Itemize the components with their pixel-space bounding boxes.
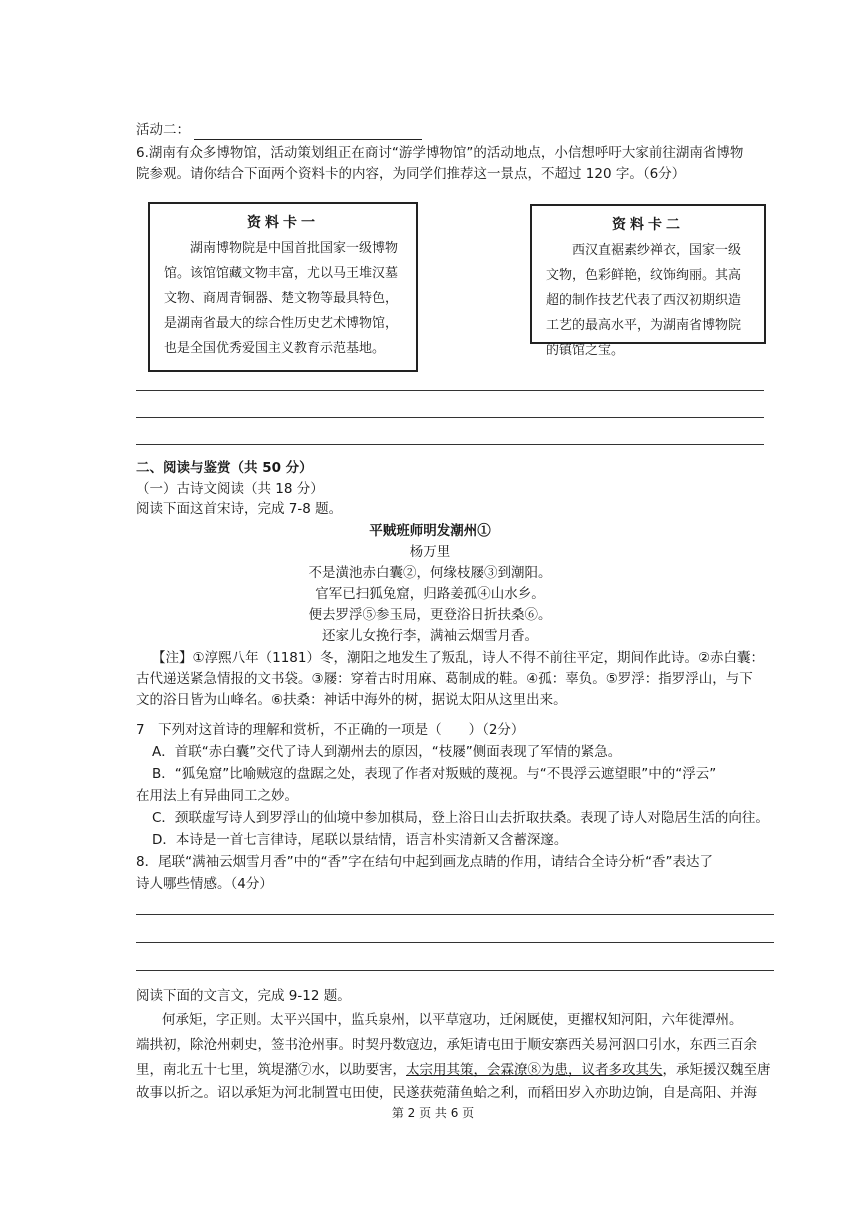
poem-title: 平贼班师明发潮州① bbox=[369, 523, 491, 539]
poem-line: 官军已扫狐兔窟，归路姜孤④山水乡。 bbox=[315, 586, 545, 602]
card1-title: 资料卡一 bbox=[247, 215, 319, 231]
section2-instruction: 阅读下面这首宋诗，完成 7-8 题。 bbox=[136, 501, 343, 517]
poem-note-line: 古代递送紧急情报的文书袋。③屦：穿着古时用麻、葛制成的鞋。④孤：辜负。⑤罗浮：指罗浮山，与下 bbox=[136, 671, 753, 687]
q6-answer-line-2[interactable] bbox=[136, 417, 764, 418]
q7-stem: 7 下列对这首诗的理解和赏析，不正确的一项是（ ）（2分） bbox=[136, 722, 525, 738]
q8-answer-line-2[interactable] bbox=[136, 942, 774, 943]
classical-paragraph-line: 端拱初，除沧州刺史，签书沧州事。时契丹数寇边，承矩请屯田于顺安寨西关易河泅口引水，东西三百余 bbox=[136, 1037, 757, 1053]
poem-line: 不是潢池赤白囊②，何缘枝屦③到潮阳。 bbox=[308, 565, 552, 581]
poem-note-line: 【注】①淳熙八年（1181）冬，潮阳之地发生了叛乱，诗人不得不前往平定，期间作此诗。②赤白囊： bbox=[152, 650, 765, 666]
info-card-2 bbox=[530, 204, 766, 358]
info-card-1 bbox=[148, 202, 418, 372]
q8-answer-line-3[interactable] bbox=[136, 970, 774, 971]
q8-answer-line-1[interactable] bbox=[136, 914, 774, 915]
classical-paragraph-line: 故事以折之。诏以承矩为河北制置屯田使，民遂获菀蒲鱼蛤之利，而稻田岁入亦助边饷，自是高阳、并海 bbox=[136, 1085, 757, 1101]
q8-line1: 8．尾联“满袖云烟雪月香”中的“香”字在结句中起到画龙点睛的作用，请结合全诗分析“香”表达了 bbox=[136, 854, 714, 870]
q6-answer-line-1[interactable] bbox=[136, 390, 764, 391]
classical-text: ⑦水，以助要害， bbox=[298, 1062, 406, 1078]
card1-body: 湖南博物院是中国首批国家一级博物馆。该馆馆藏文物丰富，尤以马王堆汉墓文物、商周青铜器、楚文物等最具特色，是湖南省最大的综合性历史艺术博物馆，也是全国优秀爱国主义教育示范基地。 bbox=[164, 241, 399, 356]
q7-option-b[interactable]: B．“狐兔窟”比喻贼寇的盘踞之处，表现了作者对叛贼的蔑视。与“不畏浮云遮望眼”中的“浮云” bbox=[152, 766, 717, 782]
activity2-row bbox=[136, 120, 422, 140]
underlined-sentence: ⑧为患，议者多攻其失 bbox=[527, 1062, 663, 1078]
underlined-sentence: 太宗用其策，会霖潦 bbox=[406, 1062, 528, 1078]
classical-text: ，承矩援汉魏至唐 bbox=[662, 1062, 771, 1078]
poem-line: 便去罗浮⑤参玉局，更登浴日折扶桑⑥。 bbox=[308, 607, 552, 623]
section2-sub1: （一）古诗文阅读（共 18 分） bbox=[136, 481, 324, 497]
q7-option-d[interactable]: D．本诗是一首七言律诗，尾联以景结情，语言朴实清新又含蓄深邃。 bbox=[152, 832, 568, 848]
activity2-blank[interactable] bbox=[194, 125, 422, 140]
page-number: 第 2 页 共 6 页 bbox=[391, 1106, 475, 1120]
q6-line1: 6.湖南有众多博物馆，活动策划组正在商讨“游学博物馆”的活动地点，小信想呼吁大家前往湖南省博物 bbox=[136, 145, 744, 161]
q6-line2: 院参观。请你结合下面两个资料卡的内容，为同学们推荐这一景点，不超过 120 字。（6分） bbox=[136, 166, 686, 182]
card2-title: 资料卡二 bbox=[612, 217, 684, 233]
classical-paragraph-line: 何承矩，字正则。太平兴国中，监兵泉州，以平草寇功，迁闲厩使，更擢权知河阳，六年徙潭州。 bbox=[162, 1012, 743, 1028]
classical-paragraph-line bbox=[136, 1060, 771, 1080]
classical-instruction: 阅读下面的文言文，完成 9-12 题。 bbox=[136, 988, 351, 1004]
q7-option-a[interactable]: A．首联“赤白囊”交代了诗人到潮州去的原因，“枝屦”侧面表现了军情的紧急。 bbox=[152, 744, 622, 760]
q7-option-c[interactable]: C．颈联虚写诗人到罗浮山的仙境中参加棋局，登上浴日山去折取扶桑。表现了诗人对隐居生活的向往。 bbox=[152, 810, 769, 826]
card2-body: 西汉直裾素纱禅衣，国家一级文物，色彩鲜艳，纹饰绚丽。其高超的制作技艺代表了西汉初期织造工艺的最高水平，为湖南省博物院的镇馆之宝。 bbox=[546, 243, 742, 358]
q8-line2: 诗人哪些情感。（4分） bbox=[136, 876, 273, 892]
poem-note-line: 文的浴日皆为山峰名。⑥扶桑：神话中海外的树，据说太阳从这里出来。 bbox=[136, 692, 567, 708]
q7-option-b-cont: 在用法上有异曲同工之妙。 bbox=[136, 788, 298, 804]
classical-text: 里，南北五十七里，筑堤潴 bbox=[136, 1062, 298, 1078]
section2-heading: 二、阅读与鉴赏（共 50 分） bbox=[136, 460, 313, 476]
activity2-label: 活动二： bbox=[136, 122, 190, 138]
poem-line: 还家儿女挽行李，满袖云烟雪月香。 bbox=[322, 628, 538, 644]
q6-answer-line-3[interactable] bbox=[136, 444, 764, 445]
poem-author: 杨万里 bbox=[409, 544, 451, 560]
